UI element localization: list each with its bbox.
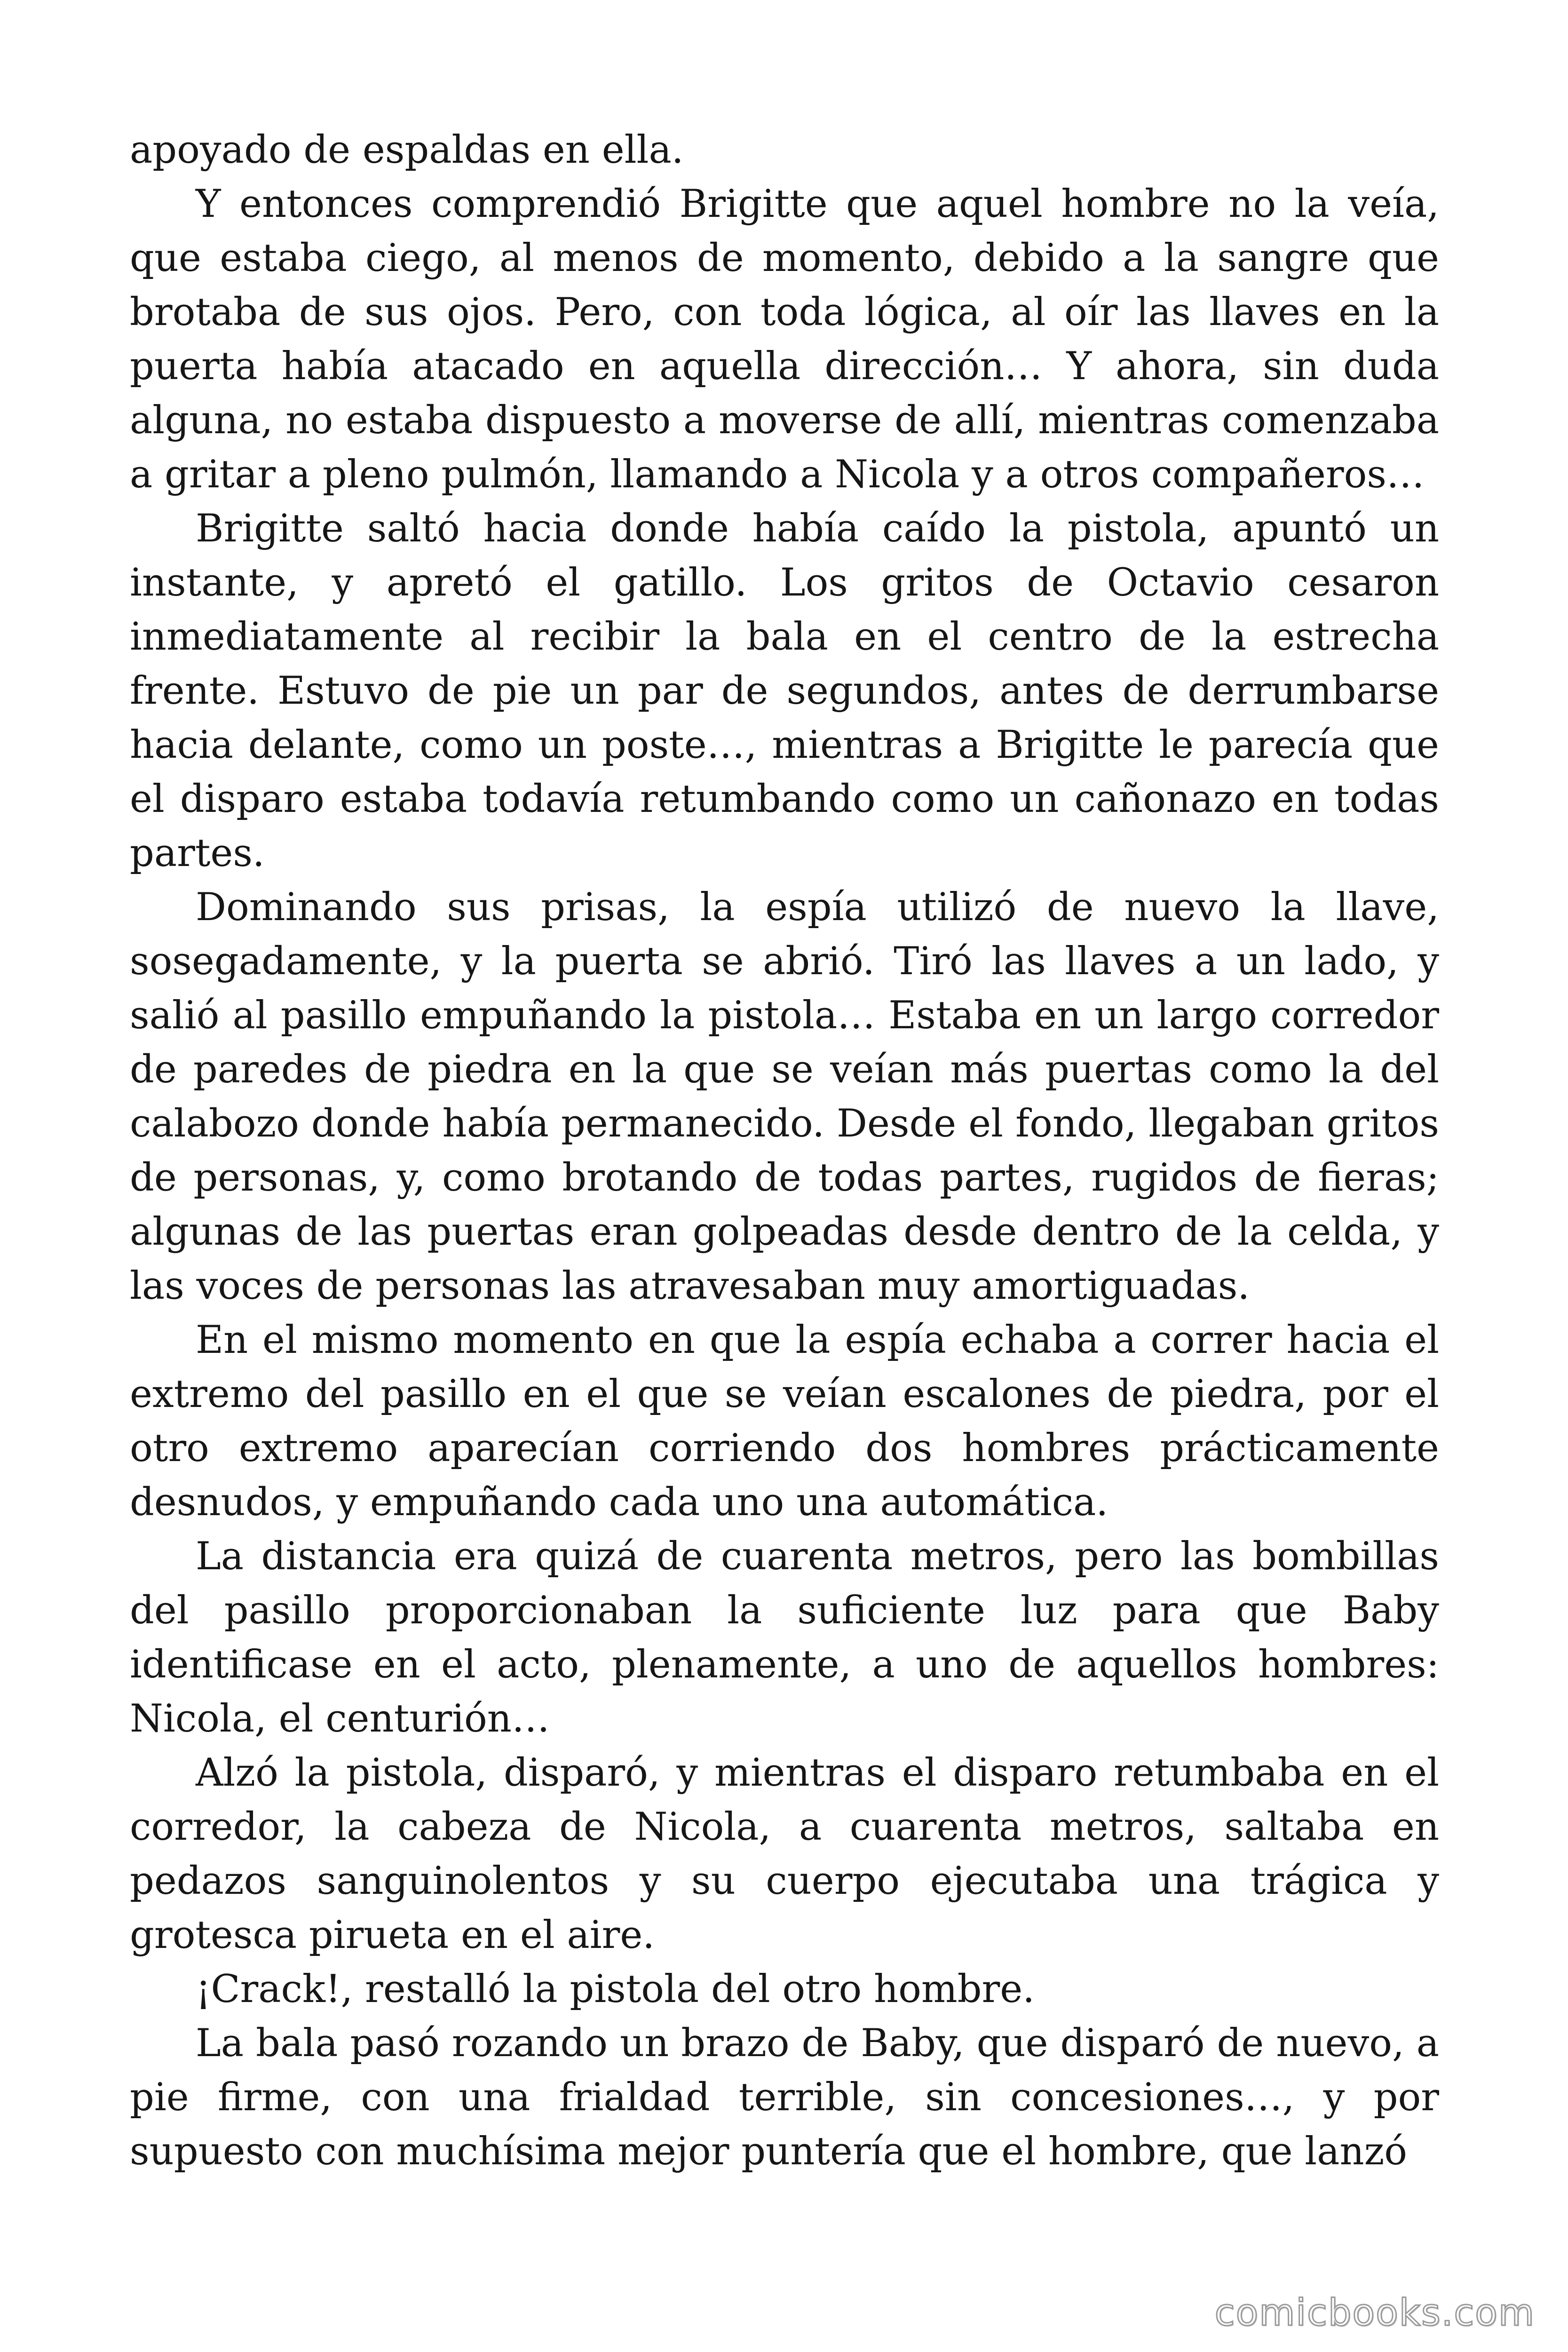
paragraph: Y entonces comprendió Brigitte que aquel hombre no la veía, que estaba ciego, al menos de momento, debido a la sangre que brotaba de sus ojos. Pero, con toda lógica, al oír las llaves en la puerta había atacado en aquella dirección… Y ahora, sin duda alguna, no estaba dispuesto a moverse de allí, mientras comenzaba a gritar a pleno pulmón, llamando a Nicola y a otros compañeros… xyxy=(130,182,1439,497)
paragraph: Brigitte saltó hacia donde había caído la pistola, apuntó un instante, y apretó el gatillo. Los gritos de Octavio cesaron inmediatamente al recibir la bala en el centro de la estrecha frente. Estuvo de pie un par de segundos, antes de derrumbarse hacia delante, como un poste…, mientras a Brigitte le parecía que el disparo estaba todavía retumbando como un cañonazo en todas partes. xyxy=(130,507,1439,875)
paragraph: Dominando sus prisas, la espía utilizó de nuevo la llave, sosegadamente, y la puerta se abrió. Tiró las llaves a un lado, y salió al pasillo empuñando la pistola… Estaba en un largo corredor de paredes de piedra en la que se veían más puertas como la del calabozo donde había permanecido. Desde el fondo, llegaban gritos de personas, y, como brotando de todas partes, rugidos de fieras; algunas de las puertas eran golpeadas desde dentro de la celda, y las voces de personas las atravesaban muy amortiguadas. xyxy=(130,885,1439,1308)
paragraph: Alzó la pistola, disparó, y mientras el disparo retumbaba en el corredor, la cabeza de Nicola, a cuarenta metros, saltaba en pedazos sanguinolentos y su cuerpo ejecutaba una trágica y grotesca pirueta en el aire. xyxy=(130,1751,1439,1957)
paragraph: ¡Crack!, restalló la pistola del otro hombre. xyxy=(196,1967,1035,2011)
body-text xyxy=(130,123,1439,2179)
paragraph: La bala pasó rozando un brazo de Baby, que disparó de nuevo, a pie firme, con una frialdad terrible, sin concesiones…, y por supuesto con muchísima mejor puntería que el hombre, que lanzó xyxy=(130,2021,1439,2174)
watermark: comicbooks.com xyxy=(1214,2292,1535,2334)
paragraph: En el mismo momento en que la espía echaba a correr hacia el extremo del pasillo en el que se veían escalones de piedra, por el otro extremo aparecían corriendo dos hombres prácticamente desnudos, y empuñando cada uno una automática. xyxy=(130,1318,1439,1525)
paragraph: La distancia era quizá de cuarenta metros, pero las bombillas del pasillo proporcionaban la suficiente luz para que Baby identificase en el acto, plenamente, a uno de aquellos hombres: Nicola, el centurión… xyxy=(130,1534,1439,1741)
paragraph: apoyado de espaldas en ella. xyxy=(130,128,684,172)
